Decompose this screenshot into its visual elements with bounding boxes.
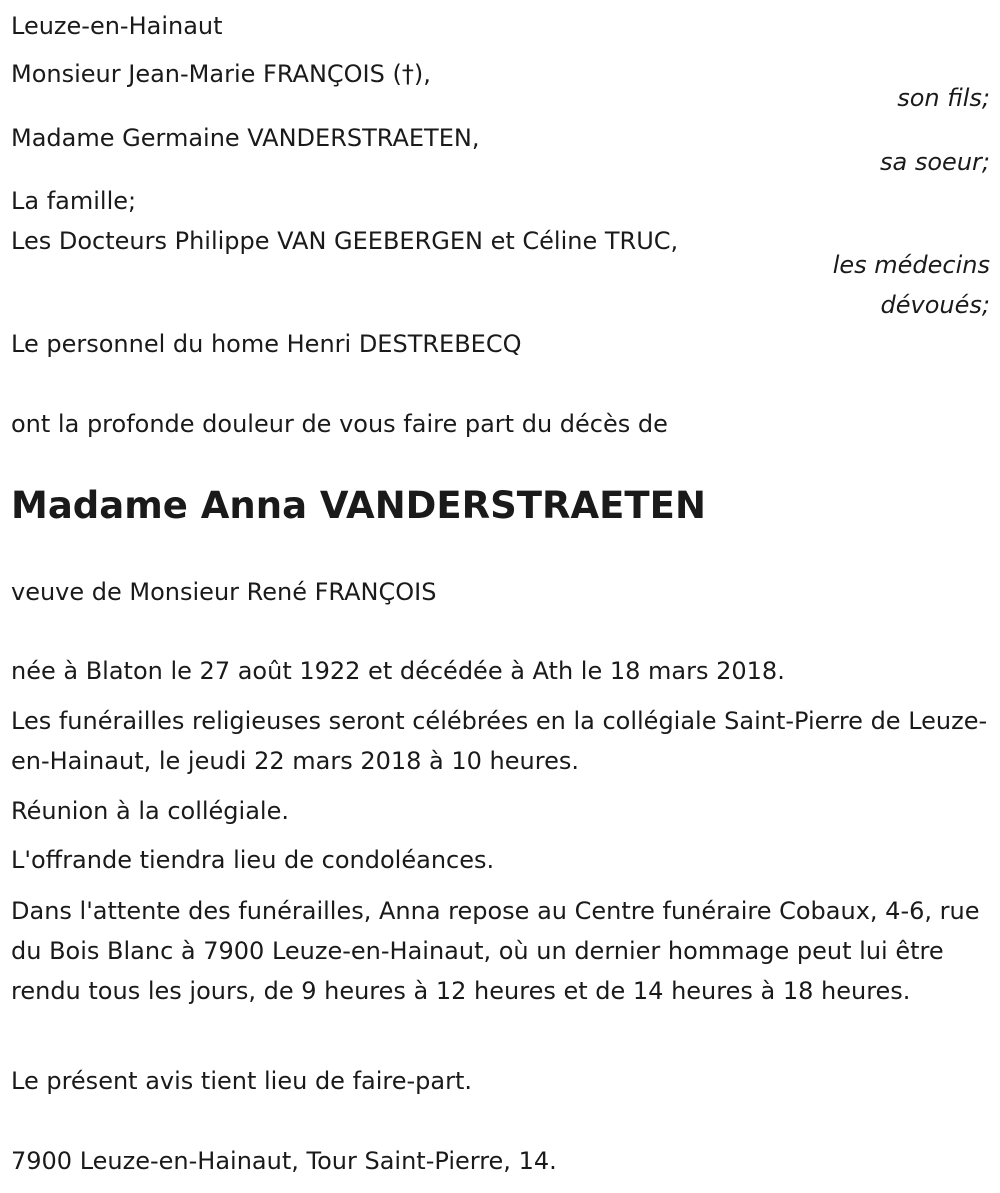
header-city: Leuze-en-Hainaut	[11, 12, 223, 40]
visitation-details: Dans l'attente des funérailles, Anna repose au Centre funéraire Cobaux, 4-6, rue du Bois Blanc à 7900 Leuze-en-Hainaut, où un dernier hommage peut lui être rendu tous les jours, de 9 heures à 12 heures et de 14 heures à 18 heures.	[11, 897, 980, 1005]
offering-note: L'offrande tiendra lieu de condoléances.	[11, 846, 495, 874]
family-role-son: son fils;	[897, 84, 990, 112]
family-member-family: La famille;	[11, 187, 137, 215]
family-member-son: Monsieur Jean-Marie FRANÇOIS (†),	[11, 60, 431, 88]
deceased-birth-death: née à Blaton le 27 août 1922 et décédée à Ath le 18 mars 2018.	[11, 657, 785, 685]
family-member-sister: Madame Germaine VANDERSTRAETEN,	[11, 124, 480, 152]
deceased-widow-of: veuve de Monsieur René FRANÇOIS	[11, 578, 437, 606]
family-role-sister: sa soeur;	[880, 148, 990, 176]
notice-text: Le présent avis tient lieu de faire-part.	[11, 1067, 473, 1095]
family-member-staff: Le personnel du home Henri DESTREBECQ	[11, 330, 522, 358]
announcement-text: ont la profonde douleur de vous faire part du décès de	[11, 410, 668, 438]
contact-address: 7900 Leuze-en-Hainaut, Tour Saint-Pierre, 14.	[11, 1147, 557, 1175]
meeting-place: Réunion à la collégiale.	[11, 797, 289, 825]
funeral-details: Les funérailles religieuses seront célébrées en la collégiale Saint-Pierre de Leuze-en-Hainaut, le jeudi 22 mars 2018 à 10 heures.	[11, 707, 988, 775]
family-role-doctors-line2: dévoués;	[880, 291, 990, 319]
family-member-doctors: Les Docteurs Philippe VAN GEEBERGEN et Céline TRUC,	[11, 227, 679, 255]
family-role-doctors-line1: les médecins	[832, 251, 990, 279]
deceased-name: Madame Anna VANDERSTRAETEN	[11, 484, 706, 527]
